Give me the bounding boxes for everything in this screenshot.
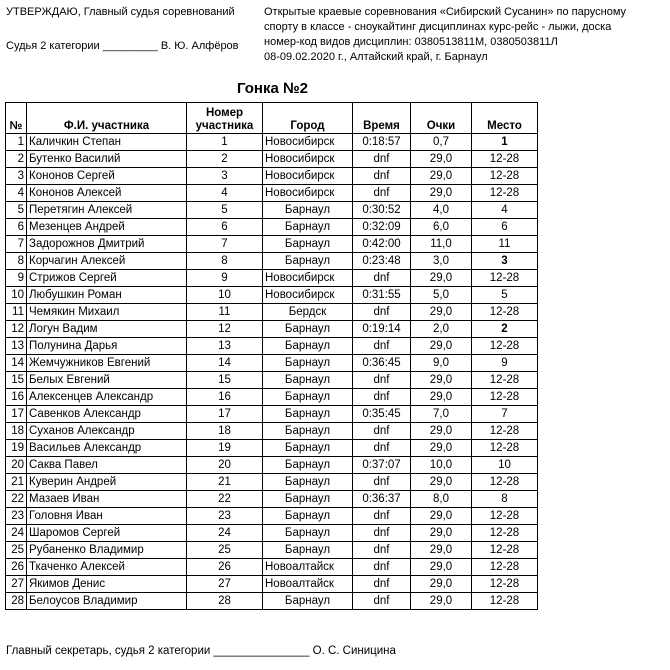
cell-points: 29,0: [411, 185, 472, 202]
cell-place: 12-28: [472, 304, 538, 321]
cell-place: 3: [472, 253, 538, 270]
table-row: [6, 202, 538, 219]
cell-points: 29,0: [411, 559, 472, 576]
cell-no: 22: [6, 491, 27, 508]
cell-time: dnf: [353, 168, 411, 185]
cell-name: Саква Павел: [27, 457, 187, 474]
cell-no: 7: [6, 236, 27, 253]
col-header-no: №: [6, 103, 27, 134]
cell-no: 26: [6, 559, 27, 576]
cell-city: Новосибирск: [263, 270, 353, 287]
table-row: [6, 559, 538, 576]
cell-time: dnf: [353, 508, 411, 525]
table-row: [6, 134, 538, 151]
cell-city: Новосибирск: [263, 185, 353, 202]
cell-points: 7,0: [411, 406, 472, 423]
cell-bib: 8: [187, 253, 263, 270]
cell-points: 29,0: [411, 474, 472, 491]
cell-name: Суханов Александр: [27, 423, 187, 440]
cell-bib: 12: [187, 321, 263, 338]
cell-place: 9: [472, 355, 538, 372]
cell-name: Бутенко Василий: [27, 151, 187, 168]
cell-points: 29,0: [411, 270, 472, 287]
cell-bib: 13: [187, 338, 263, 355]
cell-no: 13: [6, 338, 27, 355]
table-row: [6, 168, 538, 185]
cell-bib: 26: [187, 559, 263, 576]
cell-bib: 24: [187, 525, 263, 542]
cell-time: 0:42:00: [353, 236, 411, 253]
table-row: [6, 474, 538, 491]
cell-place: 12-28: [472, 372, 538, 389]
table-row: [6, 219, 538, 236]
cell-no: 24: [6, 525, 27, 542]
cell-city: Новосибирск: [263, 287, 353, 304]
cell-place: 5: [472, 287, 538, 304]
cell-time: dnf: [353, 372, 411, 389]
cell-place: 12-28: [472, 542, 538, 559]
cell-name: Куверин Андрей: [27, 474, 187, 491]
cell-bib: 10: [187, 287, 263, 304]
table-row: [6, 491, 538, 508]
cell-bib: 19: [187, 440, 263, 457]
cell-no: 4: [6, 185, 27, 202]
cell-bib: 25: [187, 542, 263, 559]
col-header-bib-line2: участника: [195, 120, 254, 132]
approve-line: УТВЕРЖДАЮ, Главный судья соревнований: [6, 6, 235, 18]
cell-time: dnf: [353, 474, 411, 491]
cell-time: dnf: [353, 576, 411, 593]
cell-place: 6: [472, 219, 538, 236]
cell-bib: 15: [187, 372, 263, 389]
table-row: [6, 525, 538, 542]
cell-city: Барнаул: [263, 253, 353, 270]
cell-no: 19: [6, 440, 27, 457]
cell-name: Алексенцев Александр: [27, 389, 187, 406]
cell-place: 12-28: [472, 525, 538, 542]
race-title: Гонка №2: [236, 80, 309, 97]
cell-place: 12-28: [472, 440, 538, 457]
col-header-city: Город: [263, 103, 353, 134]
judge-line: Судья 2 категории _________ В. Ю. Алфёров: [6, 40, 239, 52]
col-header-bib-line1: Номер: [205, 107, 244, 119]
cell-time: dnf: [353, 542, 411, 559]
cell-city: Барнаул: [263, 338, 353, 355]
table-row: [6, 389, 538, 406]
cell-bib: 18: [187, 423, 263, 440]
cell-city: Барнаул: [263, 389, 353, 406]
cell-points: 29,0: [411, 508, 472, 525]
cell-city: Барнаул: [263, 491, 353, 508]
table-row: [6, 338, 538, 355]
table-row: [6, 593, 538, 610]
cell-name: Мезенцев Андрей: [27, 219, 187, 236]
cell-points: 10,0: [411, 457, 472, 474]
cell-place: 1: [472, 134, 538, 151]
cell-city: Новосибирск: [263, 134, 353, 151]
cell-time: dnf: [353, 389, 411, 406]
cell-name: Чемякин Михаил: [27, 304, 187, 321]
cell-time: 0:31:55: [353, 287, 411, 304]
table-row: [6, 304, 538, 321]
cell-city: Барнаул: [263, 372, 353, 389]
cell-bib: 7: [187, 236, 263, 253]
table-row: [6, 372, 538, 389]
cell-place: 12-28: [472, 423, 538, 440]
cell-bib: 27: [187, 576, 263, 593]
cell-points: 9,0: [411, 355, 472, 372]
cell-city: Барнаул: [263, 406, 353, 423]
cell-no: 27: [6, 576, 27, 593]
cell-place: 12-28: [472, 389, 538, 406]
cell-time: dnf: [353, 440, 411, 457]
cell-no: 12: [6, 321, 27, 338]
cell-city: Барнаул: [263, 508, 353, 525]
cell-points: 3,0: [411, 253, 472, 270]
cell-bib: 20: [187, 457, 263, 474]
cell-place: 12-28: [472, 576, 538, 593]
cell-points: 4,0: [411, 202, 472, 219]
cell-bib: 5: [187, 202, 263, 219]
table-row: [6, 287, 538, 304]
cell-name: Ткаченко Алексей: [27, 559, 187, 576]
table-row: [6, 236, 538, 253]
table-row: [6, 253, 538, 270]
cell-points: 29,0: [411, 389, 472, 406]
cell-place: 12-28: [472, 593, 538, 610]
table-row: [6, 542, 538, 559]
table-row: [6, 423, 538, 440]
cell-points: 29,0: [411, 542, 472, 559]
cell-time: dnf: [353, 525, 411, 542]
cell-place: 10: [472, 457, 538, 474]
cell-points: 29,0: [411, 168, 472, 185]
cell-city: Барнаул: [263, 202, 353, 219]
cell-place: 12-28: [472, 474, 538, 491]
cell-name: Любушкин Роман: [27, 287, 187, 304]
cell-name: Задорожнов Дмитрий: [27, 236, 187, 253]
cell-name: Кононов Алексей: [27, 185, 187, 202]
cell-place: 12-28: [472, 270, 538, 287]
col-header-points: Очки: [411, 103, 472, 134]
cell-name: Каличкин Степан: [27, 134, 187, 151]
cell-place: 12-28: [472, 151, 538, 168]
cell-city: Барнаул: [263, 236, 353, 253]
cell-city: Новоалтайск: [263, 559, 353, 576]
cell-bib: 14: [187, 355, 263, 372]
cell-bib: 22: [187, 491, 263, 508]
cell-bib: 9: [187, 270, 263, 287]
cell-name: Перетягин Алексей: [27, 202, 187, 219]
table-row: [6, 355, 538, 372]
cell-points: 29,0: [411, 151, 472, 168]
cell-no: 6: [6, 219, 27, 236]
cell-time: dnf: [353, 423, 411, 440]
table-row: [6, 440, 538, 457]
cell-bib: 6: [187, 219, 263, 236]
cell-place: 2: [472, 321, 538, 338]
cell-place: 11: [472, 236, 538, 253]
cell-name: Жемчужников Евгений: [27, 355, 187, 372]
event-line: Открытые краевые соревнования «Сибирский Сусанин» по парусному: [264, 6, 627, 18]
cell-city: Барнаул: [263, 593, 353, 610]
cell-place: 8: [472, 491, 538, 508]
cell-bib: 16: [187, 389, 263, 406]
col-header-name: Ф.И. участника: [27, 103, 187, 134]
cell-bib: 17: [187, 406, 263, 423]
cell-name: Якимов Денис: [27, 576, 187, 593]
cell-points: 29,0: [411, 338, 472, 355]
cell-time: 0:19:14: [353, 321, 411, 338]
cell-city: Барнаул: [263, 525, 353, 542]
cell-bib: 3: [187, 168, 263, 185]
cell-time: 0:30:52: [353, 202, 411, 219]
table-row: [6, 508, 538, 525]
cell-points: 29,0: [411, 440, 472, 457]
cell-name: Савенков Александр: [27, 406, 187, 423]
cell-place: 4: [472, 202, 538, 219]
cell-no: 17: [6, 406, 27, 423]
cell-no: 14: [6, 355, 27, 372]
cell-points: 29,0: [411, 593, 472, 610]
cell-no: 20: [6, 457, 27, 474]
cell-no: 28: [6, 593, 27, 610]
cell-name: Полунина Дарья: [27, 338, 187, 355]
cell-name: Логун Вадим: [27, 321, 187, 338]
cell-bib: 23: [187, 508, 263, 525]
cell-no: 2: [6, 151, 27, 168]
cell-name: Корчагин Алексей: [27, 253, 187, 270]
cell-bib: 2: [187, 151, 263, 168]
cell-no: 5: [6, 202, 27, 219]
approval-block: [6, 5, 239, 54]
cell-no: 18: [6, 423, 27, 440]
cell-no: 1: [6, 134, 27, 151]
table-row: [6, 151, 538, 168]
cell-points: 5,0: [411, 287, 472, 304]
cell-name: Мазаев Иван: [27, 491, 187, 508]
cell-time: dnf: [353, 185, 411, 202]
table-header-row: [6, 103, 538, 134]
cell-points: 0,7: [411, 134, 472, 151]
col-header-place: Место: [472, 103, 538, 134]
cell-points: 8,0: [411, 491, 472, 508]
cell-time: dnf: [353, 593, 411, 610]
cell-no: 21: [6, 474, 27, 491]
event-description: [264, 5, 664, 65]
cell-city: Барнаул: [263, 355, 353, 372]
cell-no: 10: [6, 287, 27, 304]
cell-time: dnf: [353, 151, 411, 168]
table-row: [6, 270, 538, 287]
cell-city: Новоалтайск: [263, 576, 353, 593]
table-row: [6, 576, 538, 593]
cell-time: dnf: [353, 304, 411, 321]
cell-city: Бердск: [263, 304, 353, 321]
cell-points: 2,0: [411, 321, 472, 338]
col-header-time: Время: [353, 103, 411, 134]
cell-place: 7: [472, 406, 538, 423]
cell-points: 6,0: [411, 219, 472, 236]
cell-time: 0:18:57: [353, 134, 411, 151]
cell-no: 8: [6, 253, 27, 270]
cell-name: Стрижов Сергей: [27, 270, 187, 287]
cell-points: 29,0: [411, 576, 472, 593]
cell-time: 0:35:45: [353, 406, 411, 423]
cell-place: 12-28: [472, 559, 538, 576]
cell-place: 12-28: [472, 168, 538, 185]
cell-points: 29,0: [411, 372, 472, 389]
cell-time: 0:23:48: [353, 253, 411, 270]
event-line: 08-09.02.2020 г., Алтайский край, г. Барнаул: [264, 51, 488, 63]
cell-name: Белых Евгений: [27, 372, 187, 389]
cell-city: Барнаул: [263, 219, 353, 236]
cell-name: Белоусов Владимир: [27, 593, 187, 610]
cell-city: Барнаул: [263, 423, 353, 440]
cell-bib: 1: [187, 134, 263, 151]
cell-time: 0:32:09: [353, 219, 411, 236]
cell-city: Барнаул: [263, 542, 353, 559]
cell-city: Барнаул: [263, 474, 353, 491]
table-row: [6, 321, 538, 338]
cell-time: 0:37:07: [353, 457, 411, 474]
cell-name: Кононов Сергей: [27, 168, 187, 185]
cell-city: Барнаул: [263, 440, 353, 457]
table-row: [6, 457, 538, 474]
cell-place: 12-28: [472, 508, 538, 525]
cell-city: Барнаул: [263, 457, 353, 474]
cell-name: Рубаненко Владимир: [27, 542, 187, 559]
cell-city: Новосибирск: [263, 168, 353, 185]
cell-city: Новосибирск: [263, 151, 353, 168]
cell-points: 29,0: [411, 304, 472, 321]
cell-time: 0:36:37: [353, 491, 411, 508]
cell-name: Васильев Александр: [27, 440, 187, 457]
cell-points: 11,0: [411, 236, 472, 253]
cell-time: dnf: [353, 559, 411, 576]
cell-name: Головня Иван: [27, 508, 187, 525]
cell-place: 12-28: [472, 185, 538, 202]
cell-place: 12-28: [472, 338, 538, 355]
table-row: [6, 406, 538, 423]
cell-city: Барнаул: [263, 321, 353, 338]
event-line: номер-код видов дисциплин: 0380513811М, 0380503811Л: [264, 36, 558, 48]
cell-no: 16: [6, 389, 27, 406]
cell-no: 15: [6, 372, 27, 389]
table-row: [6, 185, 538, 202]
cell-no: 9: [6, 270, 27, 287]
col-header-bib: [187, 103, 263, 134]
secretary-signature-line: Главный секретарь, судья 2 категории _______________ О. С. Синицина: [6, 645, 396, 657]
cell-no: 23: [6, 508, 27, 525]
cell-bib: 28: [187, 593, 263, 610]
cell-points: 29,0: [411, 525, 472, 542]
cell-no: 11: [6, 304, 27, 321]
results-table: [5, 102, 538, 610]
cell-time: dnf: [353, 338, 411, 355]
cell-no: 25: [6, 542, 27, 559]
event-line: спорту в классе - сноукайтинг дисциплинах курс-рейс - лыжи, доска: [264, 21, 612, 33]
cell-time: 0:36:45: [353, 355, 411, 372]
cell-bib: 11: [187, 304, 263, 321]
cell-bib: 21: [187, 474, 263, 491]
cell-no: 3: [6, 168, 27, 185]
cell-points: 29,0: [411, 423, 472, 440]
cell-time: dnf: [353, 270, 411, 287]
cell-bib: 4: [187, 185, 263, 202]
cell-name: Шаромов Сергей: [27, 525, 187, 542]
